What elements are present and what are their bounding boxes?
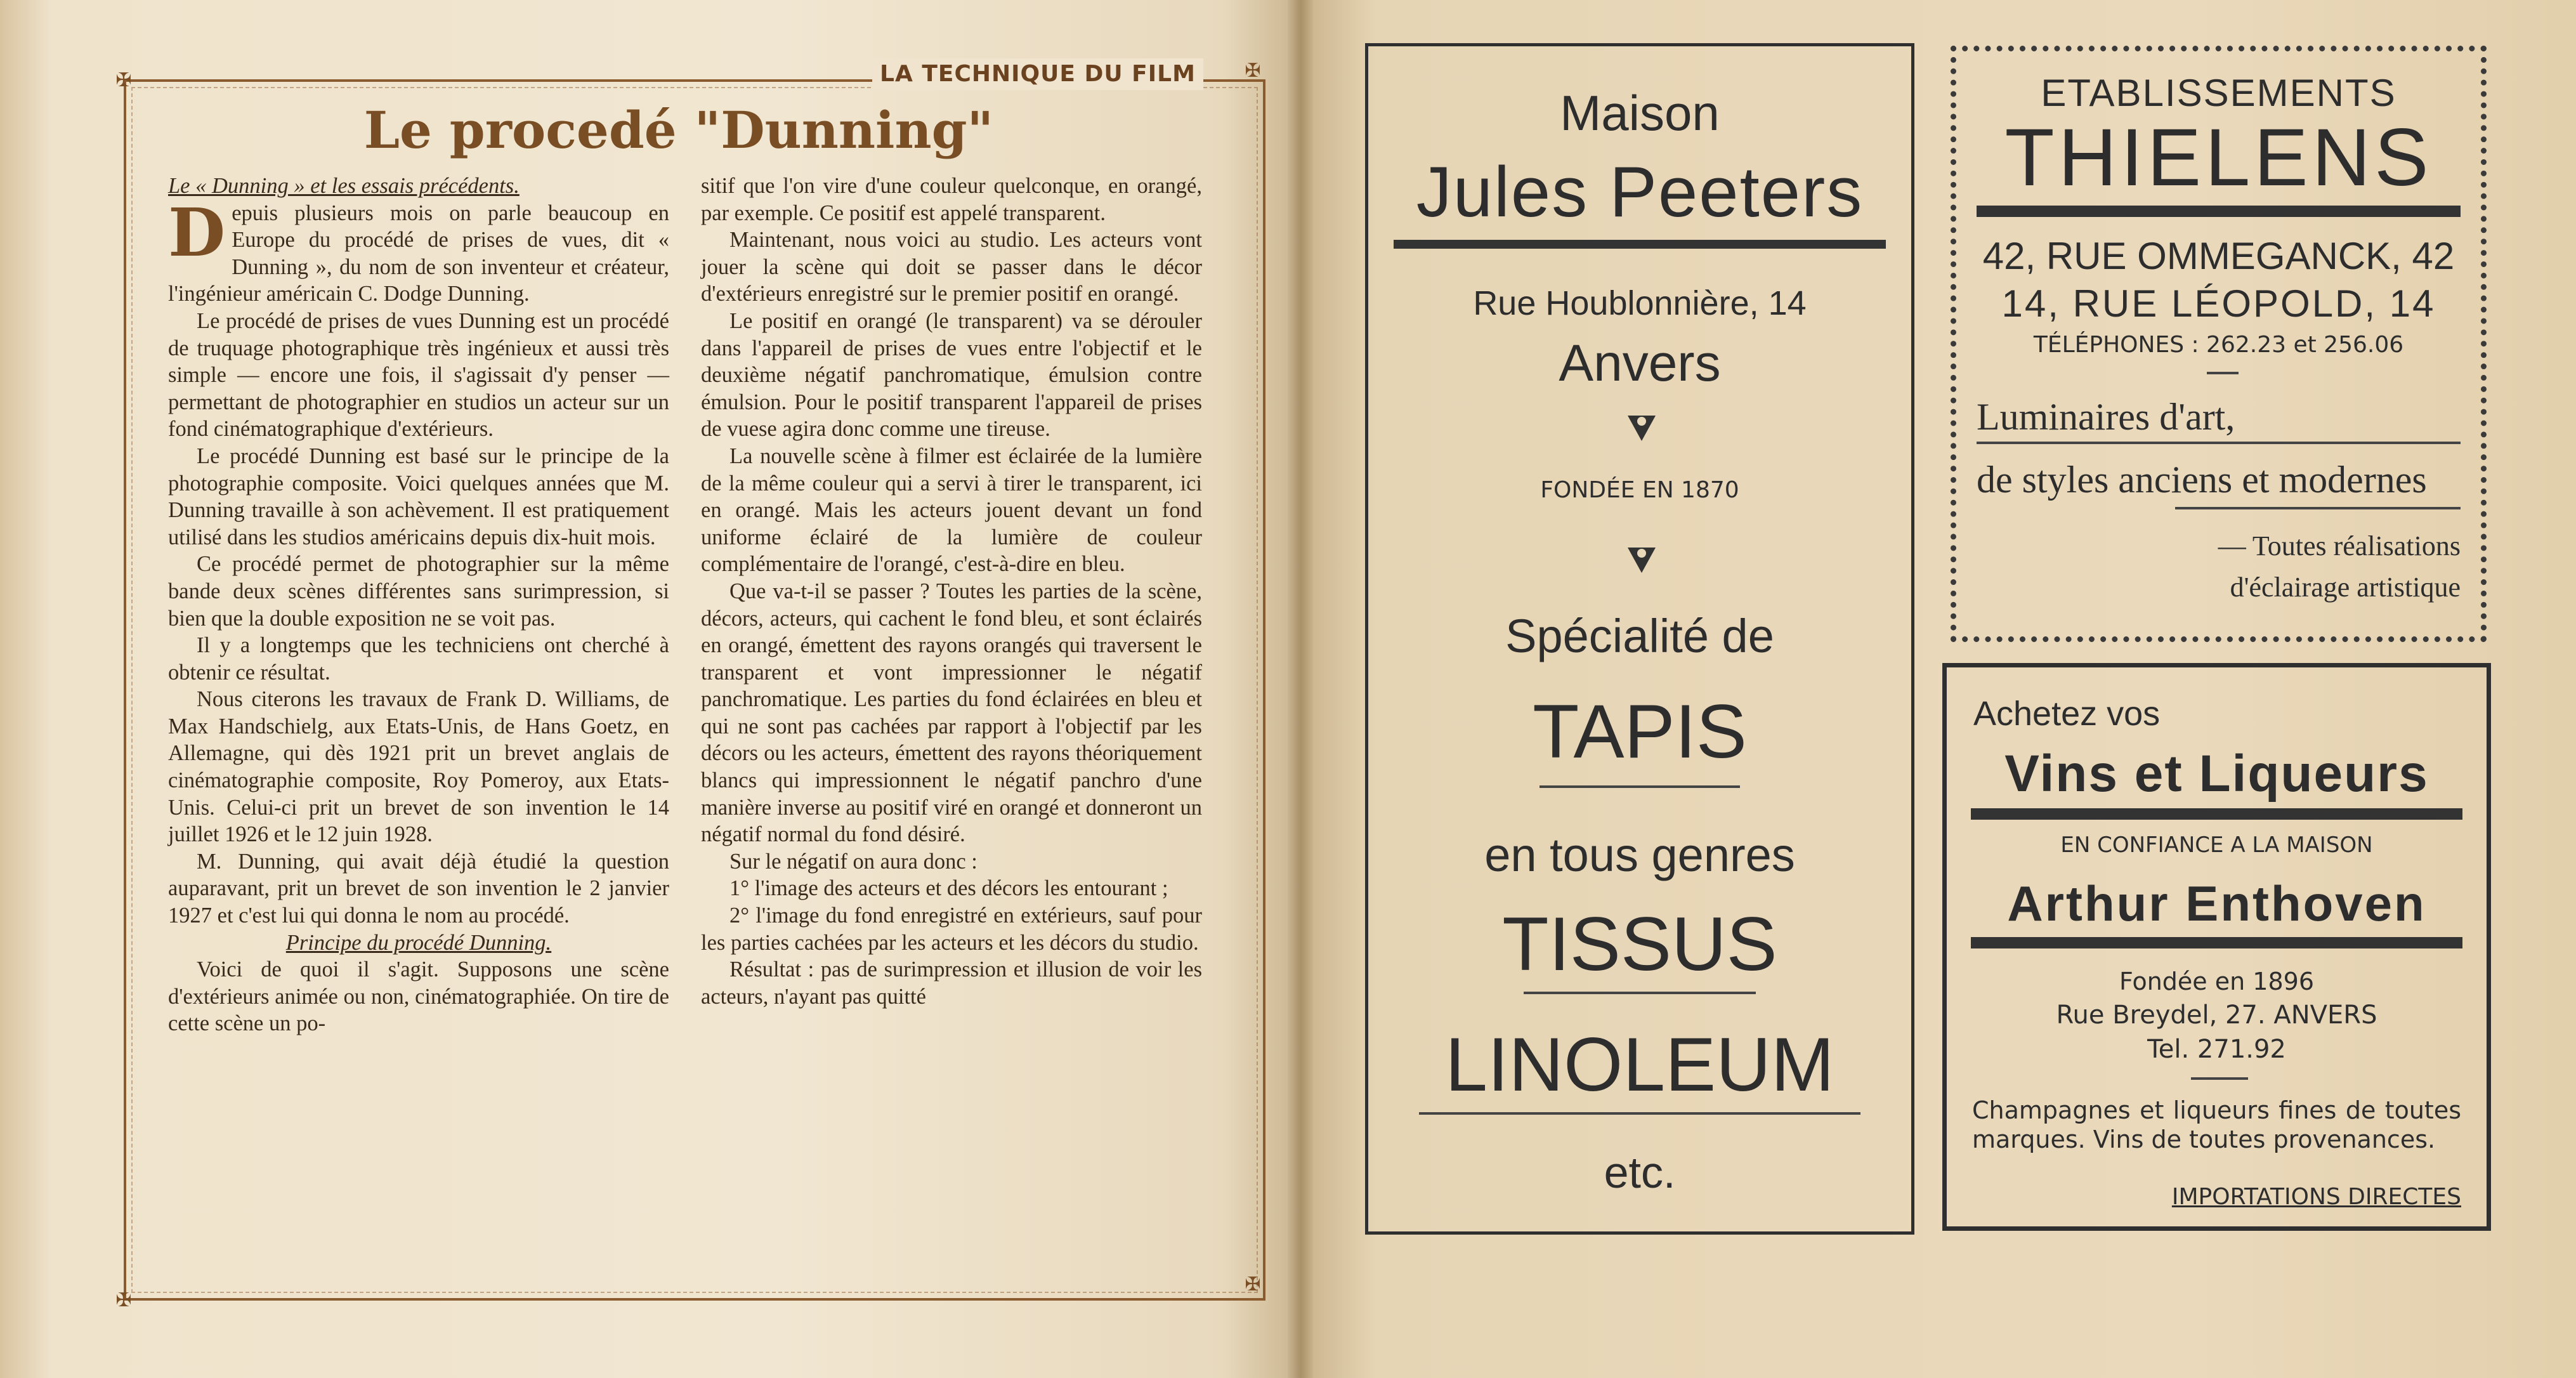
ad-peeters-founded: FONDÉE EN 1870 xyxy=(1540,477,1739,503)
ad-enthoven-tel: Tel. 271.92 xyxy=(2147,1035,2286,1064)
ad-rule xyxy=(1971,808,2462,820)
ad-peeters-street: Rue Houblonnière, 14 xyxy=(1473,284,1807,322)
paragraph: Résultat : pas de surimpression et illusion de voir les acteurs, n'ayant pas quitté xyxy=(701,957,1202,1009)
ad-peeters-city: Anvers xyxy=(1559,334,1721,392)
ad-enthoven-confiance: EN CONFIANCE A LA MAISON xyxy=(2060,832,2373,858)
paragraph: Que va-t-il se passer ? Toutes les parties de la scène, décors, acteurs, qui cachent le fond bleu, et sont éclairés en orangé, émettent des rayons orangés qui traversent le transparent et vont impressionner le négatif panchromatique. Les parties du fond éclairées en bleu et qui ne sont pas cachées par rapport à l'objectif par les décors ou les acteurs, émettent des rayons théoriquement blancs qui impressionnent le négatif panchro d'une manière inverse au positif viré en orangé et donneront un négatif normal du fond désiré. xyxy=(701,579,1202,847)
ad-enthoven-achetez: Achetez vos xyxy=(1973,695,2161,733)
paragraph: La nouvelle scène à filmer est éclairée de la lumière de la même couleur qui a servi à tirer le transparent, ici en orangé. Mais les acteurs jouent devant un fond uniforme éclairé de la lumière de couleur complémentaire de l'orangé, c'est-à-dire en bleu. xyxy=(701,443,1202,577)
ad-thielens-addr1: 42, RUE OMMEGANCK, 42 xyxy=(1982,235,2455,277)
ad-rule xyxy=(1977,442,2461,444)
ad-rule xyxy=(2175,507,2461,509)
paragraph: Depuis plusieurs mois on parle beaucoup en Europe du procédé de prises de vues, dit « Dunning », du nom de son inventeur et créateur, l'ingénieur américain C. Dodge Dunning. xyxy=(168,193,669,306)
ad-peeters-etc: etc. xyxy=(1604,1148,1676,1197)
paragraph: Ce procédé permet de photographier sur la même bande deux scènes différentes sans surimpression, si bien que la double exposition ne se voit pas. xyxy=(168,552,669,631)
ad-peeters-genres: en tous genres xyxy=(1484,829,1795,881)
ad-enthoven-addr: Rue Breydel, 27. ANVERS xyxy=(2056,1001,2377,1030)
ad-thielens-phones: TÉLÉPHONES : 262.23 et 256.06 xyxy=(2033,332,2404,358)
book-spine xyxy=(1288,0,1313,1378)
section-label: LA TECHNIQUE DU FILM xyxy=(872,58,1203,90)
ad-peeters-linoleum: LINOLEUM xyxy=(1445,1022,1834,1107)
ad-rule xyxy=(1977,206,2461,217)
paragraph: Il y a longtemps que les techniciens ont cherché à obtenir ce résultat. xyxy=(168,633,669,685)
triangle-ornament-icon xyxy=(1628,416,1656,441)
subhead-principe: Principe du procédé Dunning. xyxy=(285,930,552,955)
paragraph: Le procédé Dunning est basé sur le principe de la photographie composite. Voici quelques années que M. Dunning travaille à son achèvement. Il est pratiquement utilisé dans les studios américains depuis dix-huit mois. xyxy=(168,443,669,549)
paragraph: Sur le négatif on aura donc : xyxy=(729,849,977,874)
ad-enthoven xyxy=(1942,663,2491,1231)
ad-rule xyxy=(2207,372,2239,374)
ad-peeters-tissus: TISSUS xyxy=(1502,902,1777,987)
ad-peeters-name: Jules Peeters xyxy=(1416,152,1864,232)
corner-ornament-icon: ✠ xyxy=(1245,60,1261,82)
subhead-essais: Le « Dunning » et les essais précédents. xyxy=(168,174,520,198)
ad-thielens-etablissements: ETABLISSEMENTS xyxy=(2041,72,2396,114)
ad-thielens-luminaires: Luminaires d'art, xyxy=(1977,396,2235,438)
corner-ornament-icon: ✠ xyxy=(115,1289,132,1311)
ad-peeters-specialite: Spécialité de xyxy=(1505,610,1774,662)
ad-enthoven-name: Arthur Enthoven xyxy=(2007,876,2426,931)
ad-enthoven-vins: Vins et Liqueurs xyxy=(2004,745,2429,803)
ad-jules-peeters xyxy=(1365,43,1914,1235)
paragraph: Nous citerons les travaux de Frank D. Williams, de Max Handschielg, aux Etats-Unis, de Hans Goetz, en Allemagne, qui dès 1921 prit un brevet anglais de cinématographie composite, Roy Pomeroy, aux Etats-Unis. Celui-ci prit un brevet de son invention le 14 juillet 1926 et le 12 juin 1928. xyxy=(168,687,669,847)
ad-rule xyxy=(1540,785,1740,788)
paragraph: 2° l'image du fond enregistré en extérieurs, sauf pour les parties cachées par les acteurs et les décors du studio. xyxy=(701,903,1202,955)
paragraph: Voici de quoi il s'agit. Supposons une scène d'extérieurs animée ou non, cinématographiée. On tire de cette scène un po- xyxy=(168,957,669,1036)
ad-enthoven-importations: IMPORTATIONS DIRECTES xyxy=(2171,1184,2461,1210)
triangle-ornament-icon xyxy=(1628,548,1656,573)
article-column-2 xyxy=(701,173,1202,1010)
ad-rule xyxy=(1419,1112,1860,1115)
paragraph: M. Dunning, qui avait déjà étudié la question auparavant, prit un brevet de son invention le 2 janvier 1927 et c'est lui qui donna le nom au procédé. xyxy=(168,849,669,928)
paragraph: Le procédé de prises de vues Dunning est un procédé de truquage photographique très ingénieux et aussi très simple — encore une fois, il s'agissait d'y penser — permettant de photographier en studios un acteur sur un fond cinématographique d'extérieurs. xyxy=(168,308,669,442)
ad-thielens-styles: de styles anciens et modernes xyxy=(1977,459,2427,501)
article-column-1 xyxy=(168,173,669,1037)
ad-thielens-addr2: 14, RUE LÉOPOLD, 14 xyxy=(2001,282,2436,325)
ad-maison: Maison xyxy=(1560,85,1720,141)
ad-enthoven-fondee: Fondée en 1896 xyxy=(2119,968,2315,995)
ad-thielens-name: THIELENS xyxy=(2004,112,2433,203)
ad-enthoven-champagnes: Champagnes et liqueurs fines de toutes marques. Vins de toutes provenances. xyxy=(1972,1096,2461,1153)
paragraph: Le positif en orangé (le transparent) va se dérouler dans l'appareil de prises de vues entre l'objectif et le deuxième négatif panchromatique, émulsion contre émulsion. Pour le positif transparent l'appareil de prises de vuese agira donc comme une tireuse. xyxy=(701,308,1202,442)
ad-rule xyxy=(1524,992,1756,994)
paragraph: 1° l'image des acteurs et des décors les entourant ; xyxy=(729,876,1168,901)
ad-rule xyxy=(2191,1077,2248,1080)
ad-rule xyxy=(1971,937,2462,948)
ad-thielens xyxy=(1951,46,2487,642)
corner-ornament-icon: ✠ xyxy=(115,69,132,91)
paragraph: sitif que l'on vire d'une couleur quelconque, en orangé, par exemple. Ce positif est appelé transparent. xyxy=(701,174,1202,225)
ad-peeters-tapis: TAPIS xyxy=(1533,689,1747,774)
ad-thielens-realisations: — Toutes réalisations xyxy=(2218,530,2461,561)
ad-rule xyxy=(1394,240,1886,249)
corner-ornament-icon: ✠ xyxy=(1245,1273,1261,1296)
paragraph: Maintenant, nous voici au studio. Les acteurs vont jouer la scène qui doit se passer dans le décor d'extérieurs enregistré sur le premier positif en orangé. xyxy=(701,228,1202,306)
article-title: Le procedé "Dunning" xyxy=(363,100,994,160)
drop-cap: D xyxy=(168,193,226,272)
ad-thielens-eclairage: d'éclairage artistique xyxy=(2230,572,2461,603)
